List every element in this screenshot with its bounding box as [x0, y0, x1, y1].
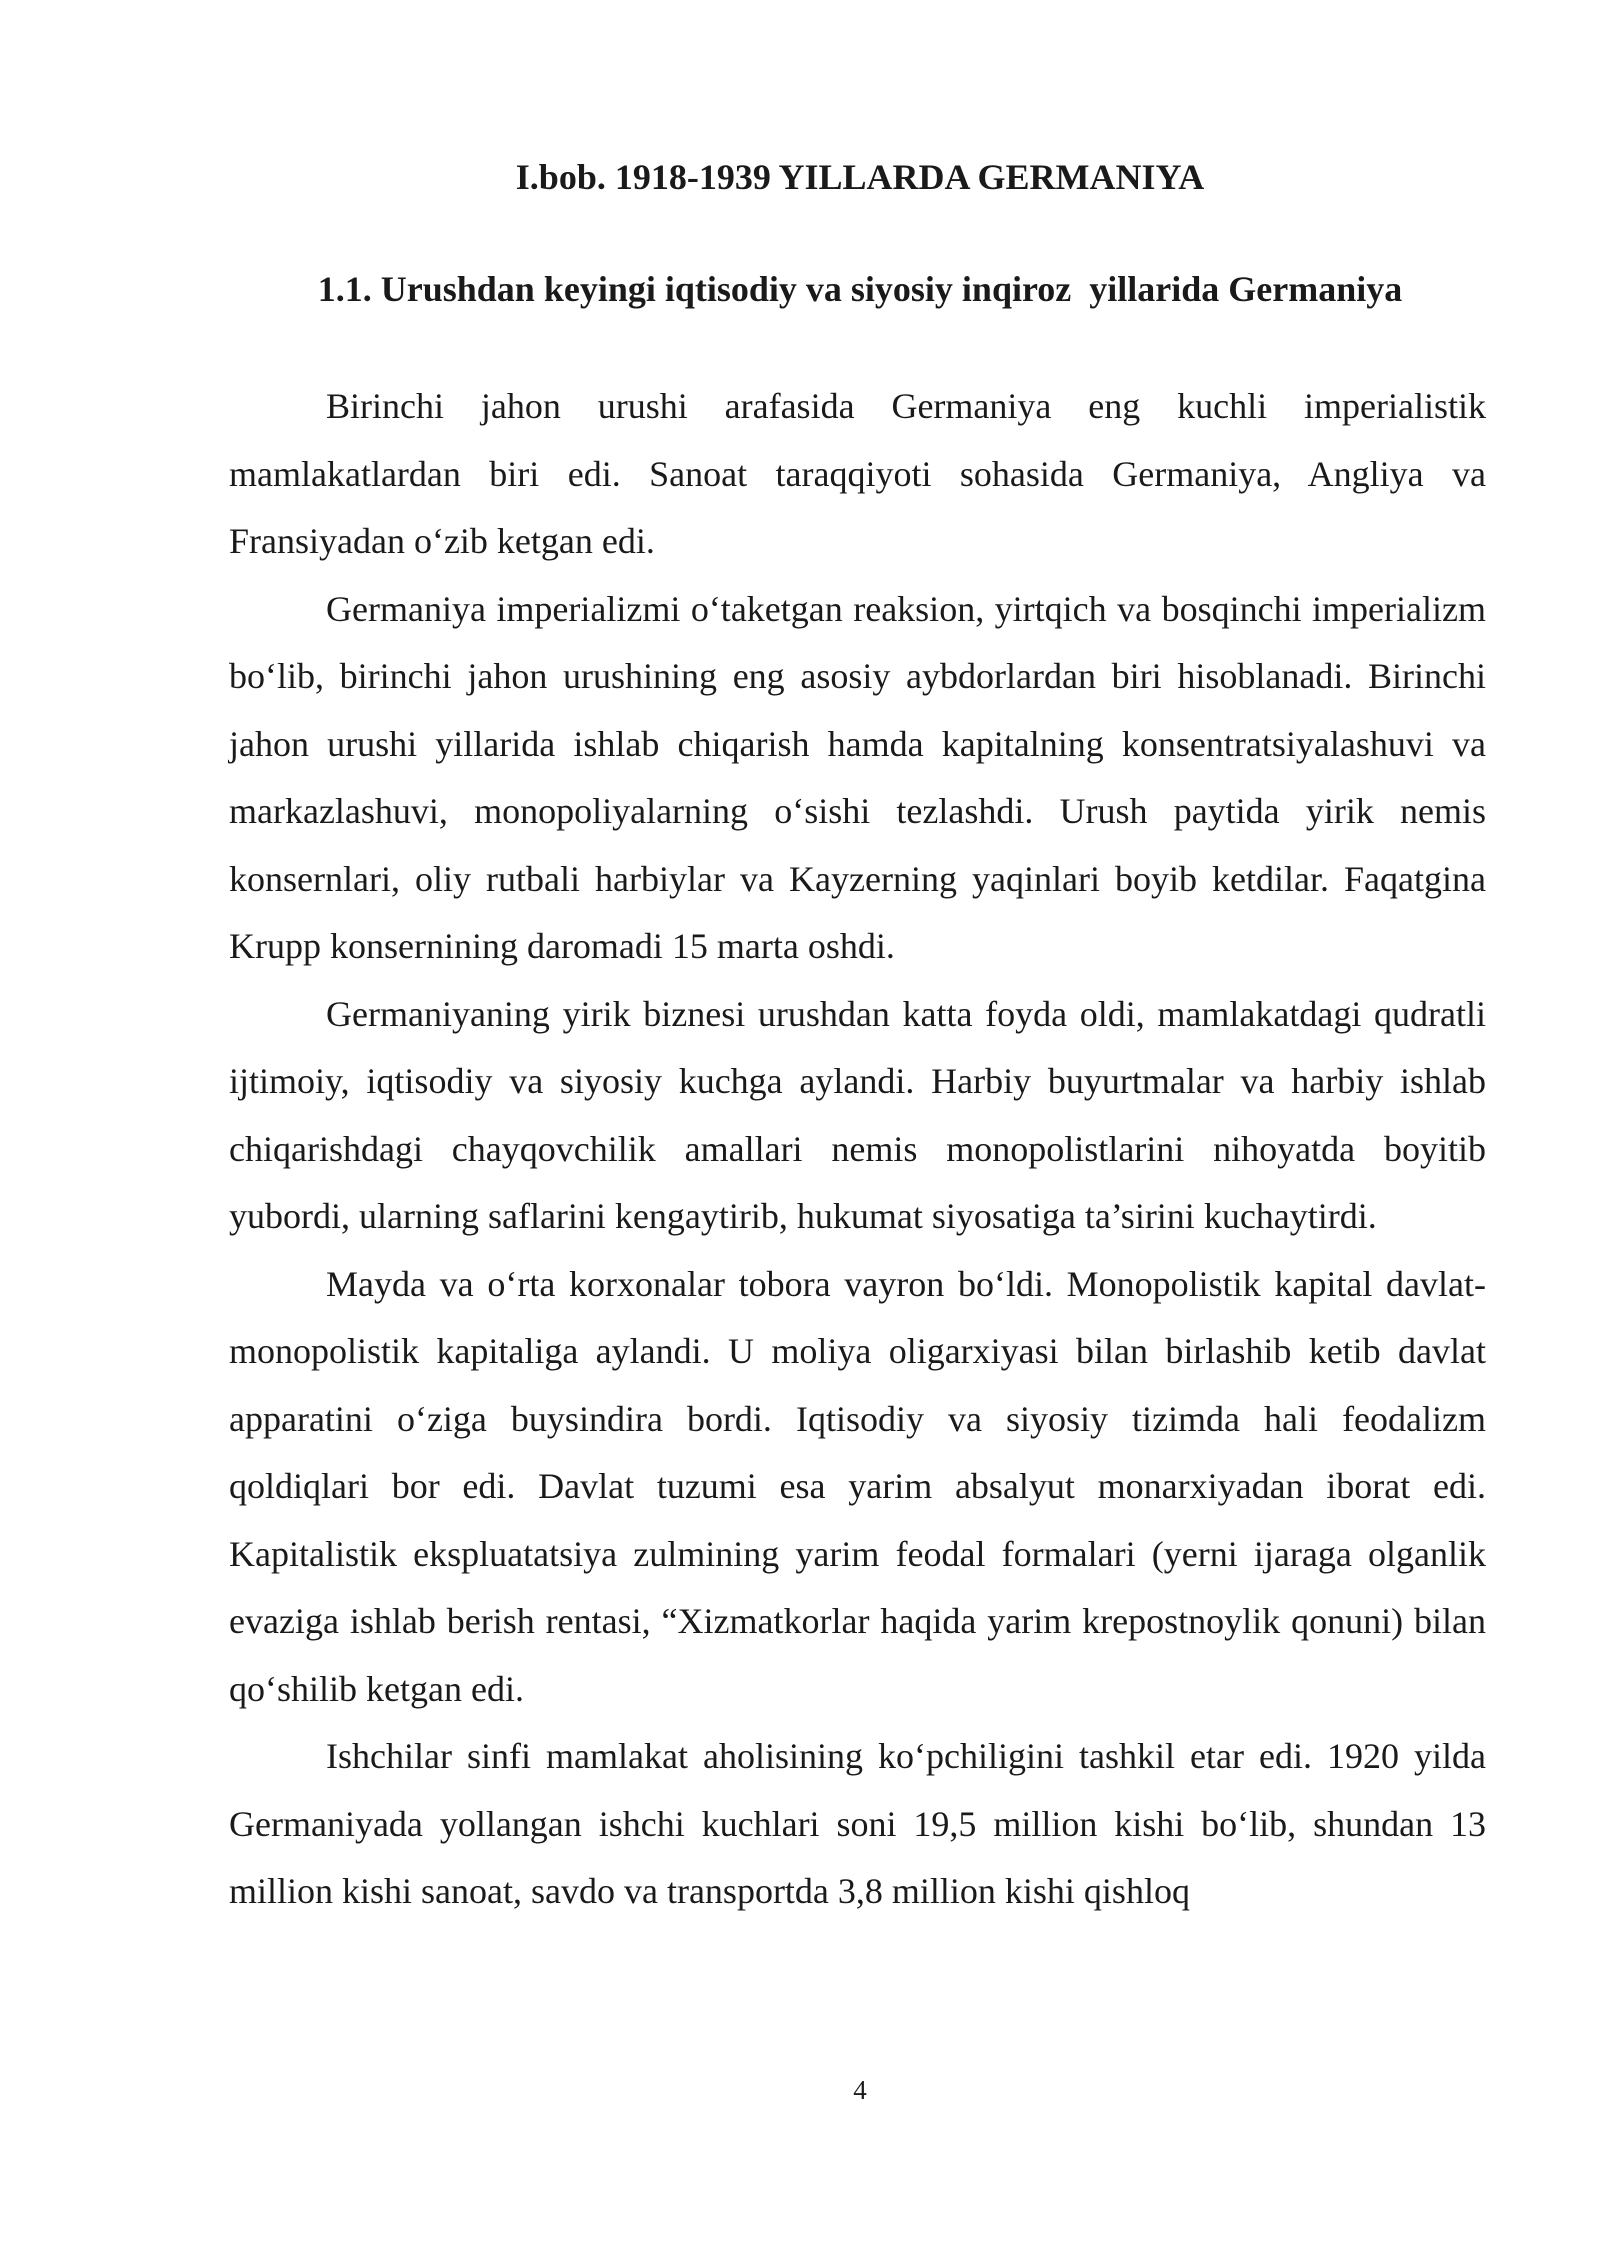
page-number: 4 — [853, 2075, 867, 2105]
paragraph-1: Birinchi jahon urushi arafasida Germaniya eng kuchli imperialistik mamlakatlardan biri edi. Sanoat taraqqiyoti sohasida Germaniya, Angliya va Fransiyadan o‘zib ketgan edi. — [229, 386, 1486, 561]
paragraph-4: Mayda va o‘rta korxonalar tobora vayron bo‘ldi. Monopolistik kapital davlat-monopolistik kapitaliga aylandi. U moliya oligarxiyasi bilan birlashib ketib davlat apparatini o‘ziga buysindira bordi. Iqtisodiy va siyosiy tizimda hali feodalizm qoldiqlari bor edi. Davlat tuzumi esa yarim absalyut monarxiyadan iborat edi. Kapitalistik ekspluatatsiya zulmining yarim feodal formalari (yerni ijaraga olganlik evaziga ishlab berish rentasi, “Xizmatkorlar haqida yarim krepostnoylik qonuni) bilan qo‘shilib ketgan edi. — [229, 1263, 1486, 1709]
body-text — [229, 373, 1486, 1926]
paragraph-5: Ishchilar sinfi mamlakat aholisining ko‘pchiligini tashkil etar edi. 1920 yilda Germaniyada yollangan ishchi kuchlari soni 19,5 million kishi bo‘lib, shundan 13 million kishi sanoat, savdo va transportda 3,8 million kishi qishloq — [229, 1736, 1486, 1911]
paragraph-2: Germaniya imperializmi o‘taketgan reaksion, yirtqich va bosqinchi imperializm bo‘lib, birinchi jahon urushining eng asosiy aybdorlardan biri hisoblanadi. Birinchi jahon urushi yillarida ishlab chiqarish hamda kapitalning konsentratsiyalashuvi va markazlashuvi, monopoliyalarning o‘sishi tezlashdi. Urush paytida yirik nemis konsernlari, oliy rutbali harbiylar va Kayzerning yaqinlari boyib ketdilar. Faqatgina Krupp konsernining daromadi 15 marta oshdi. — [229, 588, 1486, 966]
section-title: 1.1. Urushdan keyingi iqtisodiy va siyosiy inqiroz yillarida Germaniya — [317, 269, 1403, 309]
chapter-title: I.bob. 1918-1939 YILLARDA GERMANIYA — [515, 157, 1205, 197]
paragraph-3: Germaniyaning yirik biznesi urushdan katta foyda oldi, mamlakatdagi qudratli ijtimoiy, iqtisodiy va siyosiy kuchga aylandi. Harbiy buyurtmalar va harbiy ishlab chiqarishdagi chayqovchilik amallari nemis monopolistlarini nihoyatda boyitib yubordi, ularning saflarini kengaytirib, hukumat siyosatiga ta’sirini kuchaytirdi. — [229, 993, 1486, 1236]
